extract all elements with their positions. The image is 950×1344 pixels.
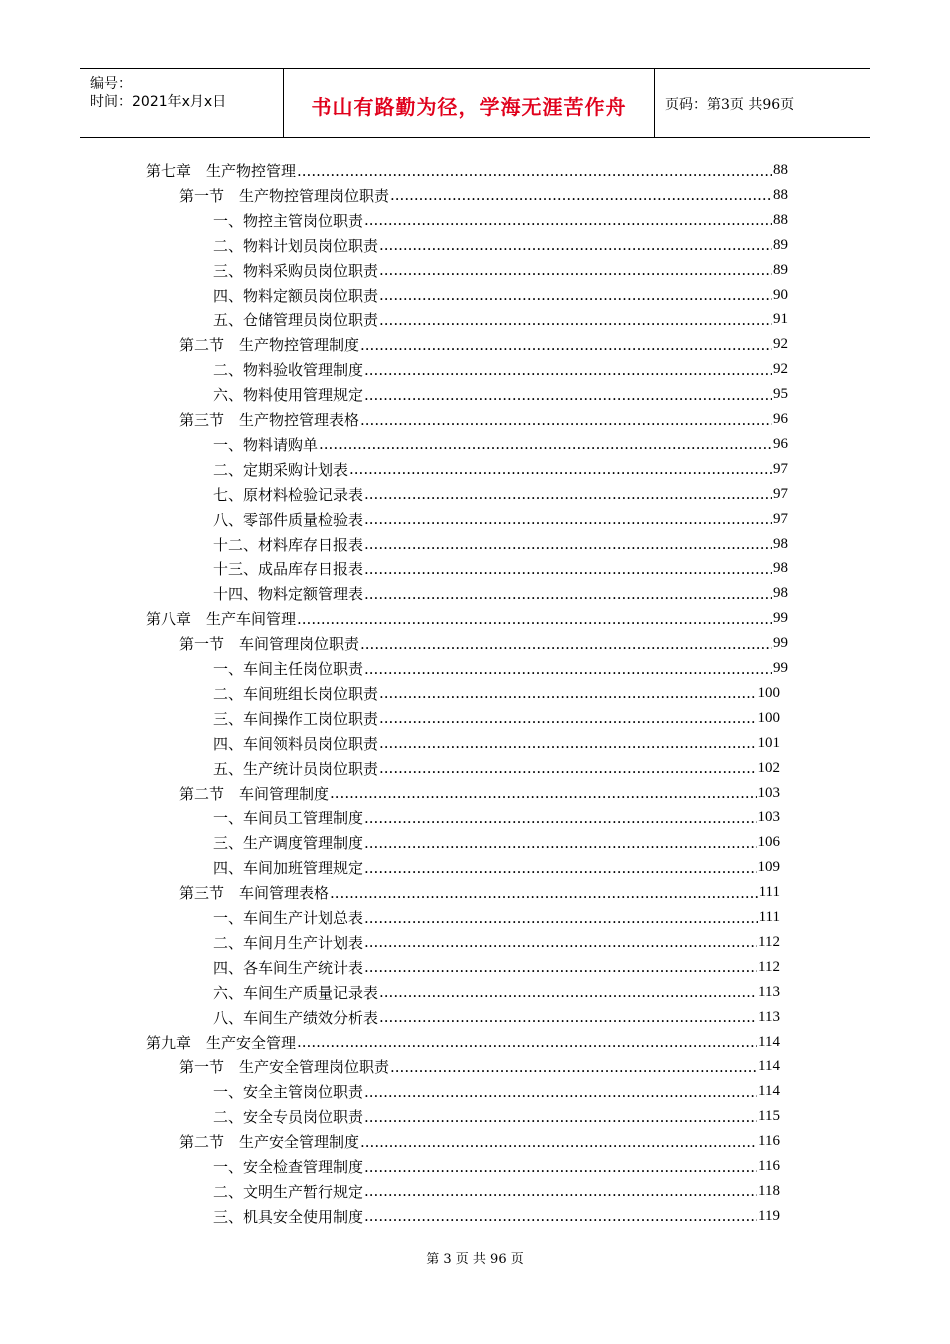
toc-entry-page: 96 — [773, 435, 788, 452]
toc-entry[interactable] — [213, 1179, 780, 1204]
toc-entry-page: 100 — [757, 684, 780, 701]
toc-entry-title: 一、车间员工管理制度 — [213, 809, 364, 828]
toc-entry[interactable] — [213, 382, 788, 407]
toc-entry-title: 二、文明生产暂行规定 — [213, 1182, 364, 1201]
toc-entry[interactable] — [213, 432, 788, 457]
toc-leader-dots — [379, 311, 772, 329]
toc-entry[interactable] — [213, 905, 780, 930]
toc-entry[interactable] — [213, 357, 788, 382]
toc-entry-page: 113 — [758, 983, 780, 1000]
toc-entry[interactable] — [213, 457, 788, 482]
toc-leader-dots — [364, 560, 772, 578]
toc-entry[interactable] — [213, 233, 788, 258]
toc-entry-title: 一、安全检查管理制度 — [213, 1158, 364, 1176]
toc-entry-title: 二、车间月生产计划表 — [213, 933, 364, 952]
toc-leader-dots — [364, 535, 772, 553]
toc-entry[interactable] — [213, 482, 788, 507]
toc-entry-page: 100 — [757, 709, 780, 726]
toc-entry-title: 三、生产调度管理制度 — [213, 834, 364, 853]
toc-leader-dots — [379, 983, 757, 1001]
toc-entry[interactable] — [213, 507, 788, 532]
toc-leader-dots — [297, 1033, 757, 1051]
toc-entry[interactable] — [146, 158, 788, 183]
toc-entry-title: 六、物料使用管理规定 — [213, 386, 364, 405]
toc-entry[interactable] — [213, 307, 788, 332]
toc-entry-title: 第一节 生产安全管理岗位职责 — [179, 1058, 390, 1077]
toc-leader-dots — [297, 162, 772, 180]
toc-entry-title: 一、物料请购单 — [213, 435, 319, 454]
toc-entry-title: 五、生产统计员岗位职责 — [213, 759, 379, 778]
toc-entry-title: 四、各车间生产统计表 — [213, 958, 364, 977]
toc-entry-page: 102 — [757, 759, 780, 776]
toc-leader-dots — [364, 211, 772, 229]
toc-entry[interactable] — [179, 1054, 780, 1079]
toc-entry[interactable] — [213, 283, 788, 308]
toc-entry[interactable] — [213, 1104, 780, 1129]
toc-entry-title: 第三节 车间管理表格 — [179, 884, 330, 903]
toc-leader-dots — [379, 1008, 757, 1026]
toc-entry[interactable] — [146, 1030, 780, 1055]
toc-leader-dots — [364, 510, 772, 528]
toc-entry-title: 第二节 车间管理制度 — [179, 784, 330, 803]
toc-entry[interactable] — [213, 258, 788, 283]
toc-entry[interactable] — [213, 1154, 780, 1179]
toc-entry-title: 四、车间领料员岗位职责 — [213, 734, 379, 753]
toc-leader-dots — [364, 909, 758, 927]
toc-entry-page: 114 — [758, 1058, 780, 1075]
toc-leader-dots — [364, 1182, 757, 1200]
toc-leader-dots — [379, 236, 772, 254]
toc-entry-title: 第二节 生产物控管理制度 — [179, 336, 360, 355]
toc-leader-dots — [360, 411, 772, 429]
toc-entry-page: 97 — [773, 485, 788, 502]
toc-leader-dots — [390, 186, 772, 204]
toc-entry-page: 96 — [773, 411, 788, 427]
toc-entry[interactable] — [213, 756, 780, 781]
toc-entry[interactable] — [213, 208, 788, 233]
toc-entry-page: 99 — [773, 610, 788, 627]
toc-entry-title: 二、物料计划员岗位职责 — [213, 236, 379, 255]
toc-leader-dots — [379, 261, 772, 279]
toc-entry[interactable] — [213, 980, 780, 1005]
toc-entry-page: 95 — [773, 386, 788, 403]
toc-leader-dots — [379, 759, 756, 777]
toc-leader-dots — [364, 386, 772, 404]
toc-entry-title: 十三、成品库存日报表 — [213, 560, 364, 579]
toc-entry-title: 第一节 生产物控管理岗位职责 — [179, 186, 390, 205]
header-motto: 书山有路勤为径，学海无涯苦作舟 — [311, 95, 627, 119]
toc-entry-title: 六、车间生产质量记录表 — [213, 983, 379, 1002]
page-header — [80, 68, 870, 138]
header-page-info: 页码：第3页 共96页 — [665, 97, 795, 113]
header-meta-cell — [80, 69, 284, 137]
toc-entry-page: 101 — [757, 734, 780, 751]
toc-entry-page: 103 — [757, 784, 780, 801]
toc-entry-page: 112 — [758, 958, 780, 975]
toc-entry-title: 二、物料验收管理制度 — [213, 361, 364, 380]
toc-entry-page: 111 — [758, 884, 780, 901]
document-number-label: 编号： — [90, 76, 132, 92]
toc-leader-dots — [297, 610, 772, 628]
toc-entry-page: 112 — [758, 933, 780, 950]
toc-entry-title: 四、物料定额员岗位职责 — [213, 286, 379, 305]
toc-entry[interactable] — [179, 332, 788, 357]
toc-entry-page: 97 — [773, 460, 788, 477]
toc-leader-dots — [379, 286, 772, 304]
toc-leader-dots — [364, 859, 756, 877]
toc-entry-page: 99 — [773, 660, 788, 676]
toc-entry-page: 114 — [758, 1083, 780, 1100]
toc-entry-page: 103 — [757, 809, 780, 826]
toc-entry-page: 115 — [758, 1108, 780, 1125]
toc-leader-dots — [364, 361, 772, 379]
toc-entry-title: 第二节 生产安全管理制度 — [179, 1133, 360, 1152]
toc-entry[interactable] — [213, 706, 780, 731]
toc-entry-page: 111 — [758, 909, 780, 925]
toc-entry-page: 88 — [773, 211, 788, 228]
toc-leader-dots — [379, 684, 756, 702]
toc-leader-dots — [364, 1207, 757, 1225]
toc-entry-page: 98 — [773, 535, 788, 552]
toc-entry-title: 四、车间加班管理规定 — [213, 859, 364, 878]
toc-leader-dots — [364, 809, 756, 827]
toc-entry[interactable] — [213, 930, 780, 955]
toc-entry-page: 92 — [773, 361, 788, 378]
toc-entry-title: 一、物控主管岗位职责 — [213, 211, 364, 230]
toc-entry-title: 一、车间生产计划总表 — [213, 909, 364, 927]
toc-entry[interactable] — [179, 1129, 780, 1154]
toc-entry-title: 八、零部件质量检验表 — [213, 510, 364, 529]
header-page-cell — [655, 69, 870, 137]
toc-entry-page: 98 — [773, 585, 788, 602]
toc-leader-dots — [364, 1158, 757, 1176]
toc-leader-dots — [330, 784, 756, 802]
toc-entry[interactable] — [213, 855, 780, 880]
toc-leader-dots — [390, 1058, 757, 1076]
toc-leader-dots — [360, 336, 772, 354]
toc-entry-title: 三、车间操作工岗位职责 — [213, 709, 379, 728]
toc-entry[interactable] — [213, 731, 780, 756]
toc-entry-page: 113 — [758, 1008, 780, 1025]
toc-leader-dots — [360, 635, 772, 653]
toc-entry-title: 第三节 生产物控管理表格 — [179, 411, 360, 429]
toc-entry-page: 119 — [758, 1207, 780, 1224]
toc-entry-page: 106 — [757, 834, 780, 851]
toc-entry-page: 91 — [773, 311, 788, 328]
toc-entry[interactable] — [213, 532, 788, 557]
toc-entry[interactable] — [179, 183, 788, 208]
toc-entry-page: 98 — [773, 560, 788, 577]
toc-entry-title: 五、仓储管理员岗位职责 — [213, 311, 379, 330]
toc-entry-title: 七、原材料检验记录表 — [213, 485, 364, 504]
toc-entry-page: 99 — [773, 635, 788, 652]
toc-entry-title: 二、定期采购计划表 — [213, 460, 349, 479]
toc-entry[interactable] — [213, 1005, 780, 1030]
toc-entry[interactable] — [179, 880, 780, 905]
toc-entry-title: 二、车间班组长岗位职责 — [213, 684, 379, 703]
toc-entry[interactable] — [213, 805, 780, 830]
toc-leader-dots — [364, 958, 757, 976]
toc-entry-title: 三、物料采购员岗位职责 — [213, 261, 379, 280]
toc-leader-dots — [364, 485, 772, 503]
page-footer: 第 3 页 共 96 页 — [426, 1252, 524, 1267]
toc-leader-dots — [349, 460, 772, 478]
toc-entry[interactable] — [179, 781, 780, 806]
toc-entry-title: 一、安全主管岗位职责 — [213, 1083, 364, 1102]
toc-entry-title: 三、机具安全使用制度 — [213, 1207, 364, 1226]
toc-entry-title: 十二、材料库存日报表 — [213, 535, 364, 554]
toc-entry[interactable] — [213, 955, 780, 980]
toc-entry[interactable] — [146, 606, 788, 631]
toc-leader-dots — [360, 1133, 757, 1151]
toc-leader-dots — [364, 933, 757, 951]
toc-leader-dots — [379, 734, 756, 752]
toc-leader-dots — [364, 660, 772, 678]
toc-entry[interactable] — [213, 681, 780, 706]
toc-entry-title: 一、车间主任岗位职责 — [213, 660, 364, 678]
header-motto-cell — [284, 69, 655, 137]
toc-entry-title: 第八章 生产车间管理 — [146, 610, 297, 629]
toc-entry-title: 第七章 生产物控管理 — [146, 162, 297, 180]
toc-entry[interactable] — [213, 581, 788, 606]
toc-entry-title: 八、车间生产绩效分析表 — [213, 1008, 379, 1027]
toc-entry-page: 92 — [773, 336, 788, 353]
toc-entry-page: 90 — [773, 286, 788, 303]
toc-entry[interactable] — [213, 830, 780, 855]
toc-entry[interactable] — [213, 1204, 780, 1229]
toc-leader-dots — [330, 884, 758, 902]
toc-leader-dots — [364, 1083, 757, 1101]
toc-entry[interactable] — [179, 631, 788, 656]
toc-leader-dots — [364, 1108, 757, 1126]
toc-entry-page: 118 — [758, 1182, 780, 1199]
toc-leader-dots — [379, 709, 756, 727]
toc-entry-page: 89 — [773, 236, 788, 253]
toc-leader-dots — [364, 585, 772, 603]
toc-entry-page: 109 — [757, 859, 780, 876]
toc-entry-title: 第一节 车间管理岗位职责 — [179, 635, 360, 654]
toc-entry[interactable] — [213, 556, 788, 581]
toc-entry-page: 88 — [773, 186, 788, 203]
toc-entry-page: 116 — [758, 1158, 780, 1174]
toc-entry-page: 114 — [758, 1033, 780, 1050]
toc-entry[interactable] — [213, 656, 788, 681]
toc-entry-page: 97 — [773, 510, 788, 527]
toc-leader-dots — [319, 435, 772, 453]
toc-entry[interactable] — [179, 407, 788, 432]
toc-entry-page: 88 — [773, 162, 788, 178]
toc-leader-dots — [364, 834, 756, 852]
toc-entry-page: 116 — [758, 1133, 780, 1150]
toc-entry-title: 二、安全专员岗位职责 — [213, 1108, 364, 1127]
toc-entry-page: 89 — [773, 261, 788, 278]
document-date-label: 时间：2021年x月x日 — [90, 94, 227, 110]
toc-entry[interactable] — [213, 1079, 780, 1104]
toc-entry-title: 第九章 生产安全管理 — [146, 1033, 297, 1052]
toc-entry-title: 十四、物料定额管理表 — [213, 585, 364, 604]
